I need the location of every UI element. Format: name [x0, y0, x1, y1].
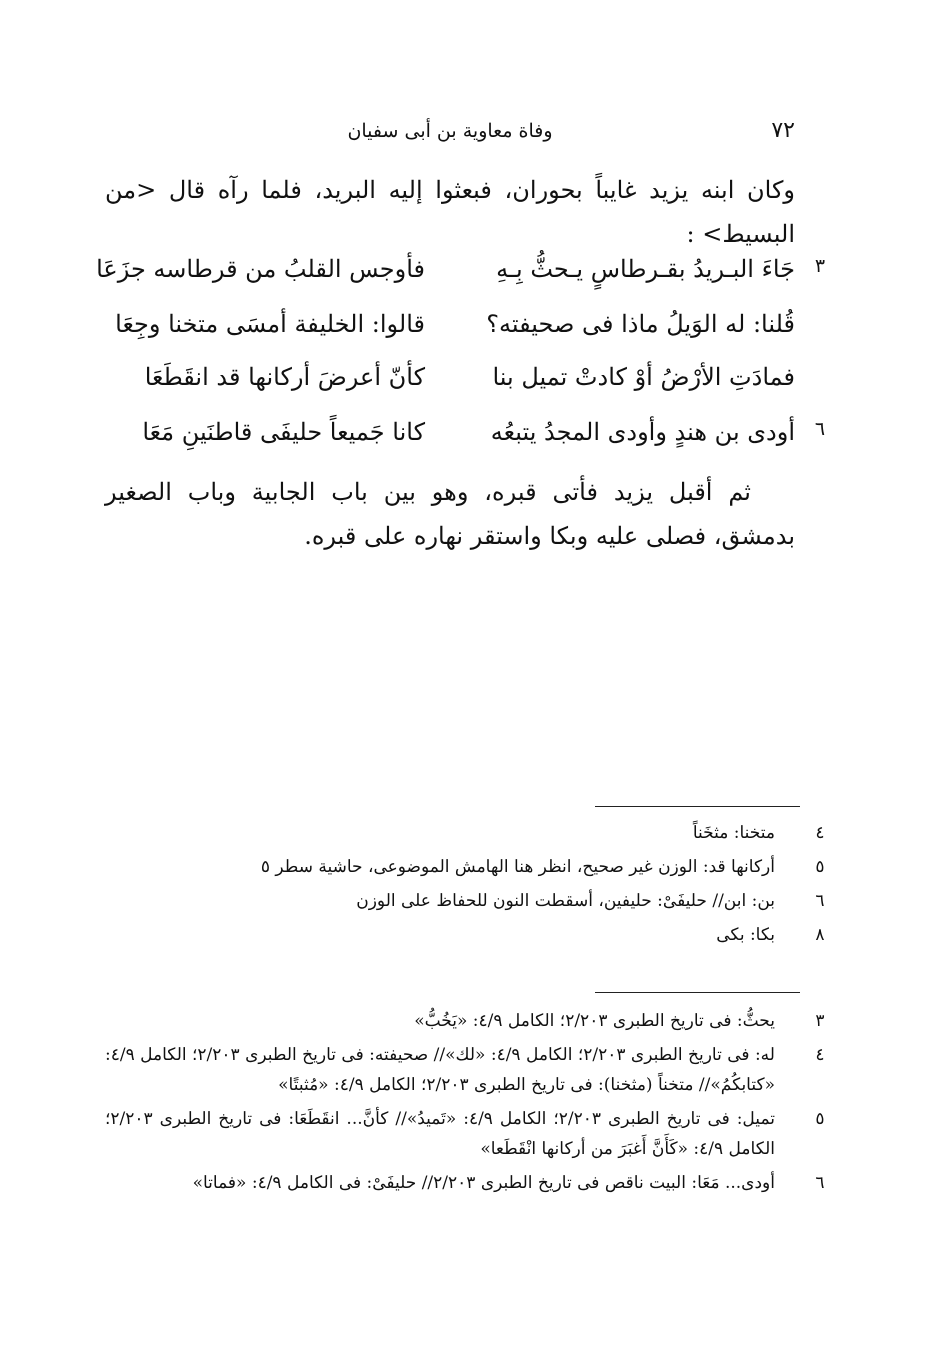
note-text: له: فى تاريخ الطبرى ٢/٢٠٣؛ الكامل ٤/٩: «لك»// صحيفته: فى تاريخ الطبرى ٢/٢٠٣؛ الكامل ٤/٩: «كتابكُمُ»// متخناً (مثخنا): فى تاريخ الطبرى ٢/٢٠٣؛ الكامل ٤/٩: «مُثبتًا» [105, 1045, 775, 1095]
note-number: ٥ [815, 1109, 825, 1129]
footnote-rule [595, 806, 800, 807]
note-number: ٦ [815, 891, 825, 911]
verse-line [105, 418, 835, 462]
verse-second-hemistich: كانا جَميعاً حليفَى قاطنَينِ مَعَا [142, 418, 425, 446]
verse-line [96, 255, 835, 299]
source-note [105, 1104, 835, 1164]
note-number: ٤ [815, 1045, 825, 1065]
note-number: ٥ [815, 857, 825, 877]
running-title: وفاة معاوية بن أبى سفيان [347, 120, 553, 142]
note-number: ٣ [815, 1011, 825, 1031]
note-text: متخنا: مثخَناً [692, 823, 775, 843]
verse-first-hemistich: قُلنا: له الوَيلُ ماذا فى صحيفته؟ [486, 310, 795, 338]
page-number: ٧٢ [771, 118, 795, 143]
variant-note [105, 818, 835, 848]
intro-paragraph: وكان ابنه يزيد غايباً بحوران، فبعثوا إليه البريد، فلما رآه قال <من البسيط> : [105, 176, 795, 248]
verse-first-hemistich: أودى بن هندٍ وأودى المجدُ يتبعُه [490, 418, 795, 446]
note-number: ٨ [815, 925, 825, 945]
footnote-rule [595, 992, 800, 993]
source-notes [105, 1006, 835, 1202]
verse-first-hemistich: جَاءَ البـريدُ بقـرطاسٍ يـحثُّ بِـهِ [496, 255, 795, 283]
verse-second-hemistich: فأوجس القلبُ من قرطاسه جزَعَا [96, 255, 425, 283]
note-text: تميل: فى تاريخ الطبرى ٢/٢٠٣؛ الكامل ٤/٩: «تَميدُ»// كأنَّ... انقَطَعَا: فى تاريخ الطبرى ٢/٢٠٣؛ الكامل ٤/٩: «كَأَنَّ أَغبَرَ من أركانها انْقَطَعا» [105, 1109, 775, 1159]
source-note [105, 1168, 835, 1198]
note-text: أودى... مَعَا: البيت ناقص فى تاريخ الطبرى ٢/٢٠٣// حليفَىْ: فى الكامل ٤/٩: «فماتا» [192, 1173, 775, 1193]
note-text: أركانها قد: الوزن غير صحيح، انظر هنا الهامش الموضوعى، حاشية سطر ٥ [260, 857, 775, 877]
verse-line [105, 363, 835, 407]
source-note [105, 1040, 835, 1100]
variant-note [105, 886, 835, 916]
variant-note [105, 920, 835, 950]
note-text: يحثُّ: فى تاريخ الطبرى ٢/٢٠٣؛ الكامل ٤/٩: «يَخُبُّ» [414, 1011, 775, 1031]
verse-number: ٣ [814, 255, 826, 277]
note-text: بن: ابن// حليفَىْ: حليفين، أسقطت النون للحفاظ على الوزن [356, 891, 775, 911]
note-number: ٦ [815, 1173, 825, 1193]
verse-second-hemistich: قالوا: الخليفة أمسَى متخنا وجِعَا [115, 310, 425, 338]
closing-paragraph: ثم أقبل يزيد فأتى قبره، وهو بين باب الجابية وباب الصغير بدمشق، فصلى عليه وبكا واستقر نهاره على قبره. [105, 478, 795, 550]
source-note [105, 1006, 835, 1036]
variant-note [105, 852, 835, 882]
verse-number: ٦ [814, 418, 826, 440]
note-text: بكا: بكى [716, 925, 775, 945]
verse-second-hemistich: كأنّ أعرضَ أركانها قد انقَطَعَا [144, 363, 425, 391]
variant-notes [105, 818, 835, 954]
page-header [105, 118, 795, 148]
note-number: ٤ [815, 823, 825, 843]
verse-first-hemistich: فمادَتِ الأرْضُ أوْ كادتْ تميل بنا [492, 363, 795, 391]
verse-line [105, 310, 835, 354]
